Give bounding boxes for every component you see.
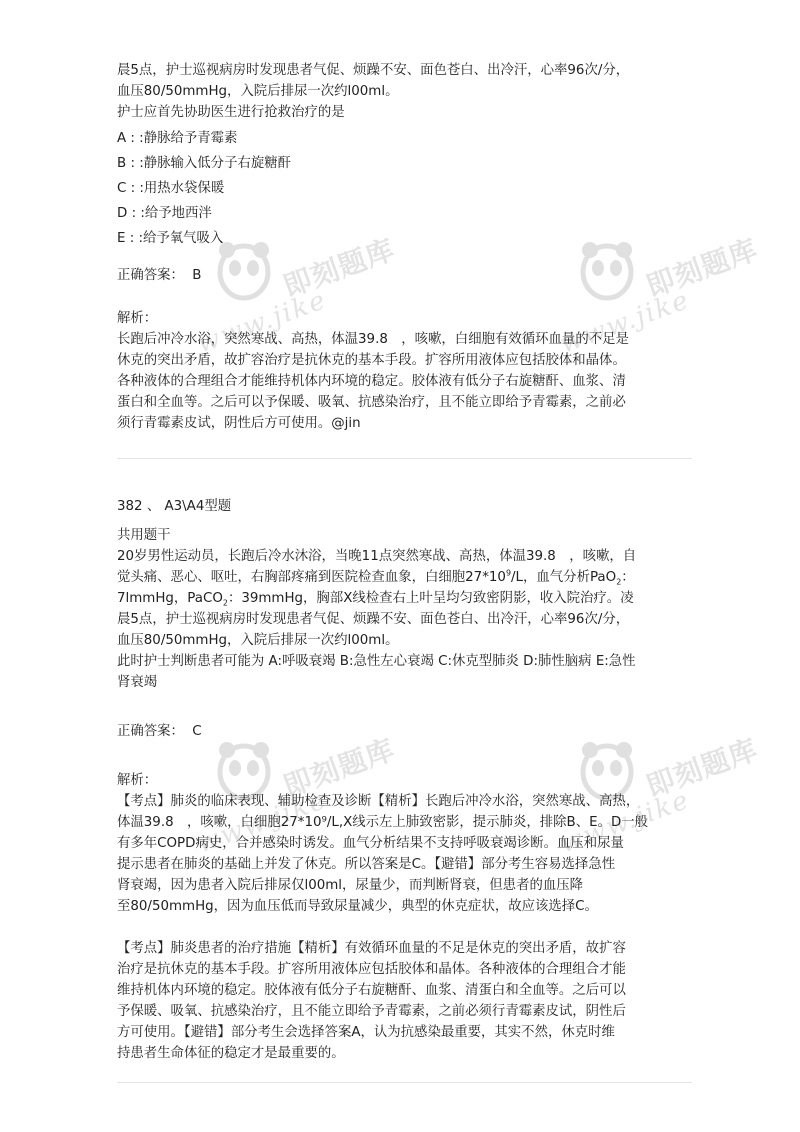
watermark-url: www.jike bbox=[556, 284, 694, 360]
q2-question: 肾衰竭 bbox=[117, 675, 158, 690]
q2-stem-line: 血压80/50mmHg，入院后排尿一次约l00ml。 bbox=[117, 633, 399, 648]
analysis-line: 方可使用。【避错】部分考生会选择答案A，认为抗感染最重要，其实不然，休克时维 bbox=[117, 1025, 615, 1040]
analysis-label: 解析： bbox=[117, 773, 158, 788]
analysis-line: 至80/50mmHg，因为血压低而导致尿量减少，典型的休克症状，故应该选择C。 bbox=[117, 899, 598, 914]
analysis-line: 【考点】肺炎患者的治疗措施【精析】有效循环血量的不足是休克的突出矛盾，故扩容 bbox=[117, 941, 626, 956]
watermark-brand: 即刻题库 bbox=[641, 732, 763, 804]
q2-stem-line bbox=[117, 567, 692, 588]
analysis-line: 休克的突出矛盾，故扩容治疗是抗休克的基本手段。扩容所用液体应包括胶体和晶体。 bbox=[117, 353, 626, 368]
stem-text: 觉头痛、恶心、呕吐，右胸部疼痛到医院检查血象，白细胞27*10 bbox=[117, 570, 506, 585]
analysis-line: 长跑后冲冷水浴，突然寒战、高热，体温39.8 ，咳嗽，白细胞有效循环血量的不足是 bbox=[117, 332, 629, 347]
answer-value: C bbox=[192, 724, 202, 739]
q1-stem-line: 血压80/50mmHg，入院后排尿一次约l00ml。 bbox=[117, 84, 399, 99]
analysis-line: 提示患者在肺炎的基础上并发了休克。所以答案是C。【避错】部分考生容易选择急性 bbox=[117, 857, 616, 872]
analysis-line: 治疗是抗休克的基本手段。扩容所用液体应包括胶体和晶体。各种液体的合理组合才能 bbox=[117, 962, 626, 977]
q2-question: 此时护士判断患者可能为 A:呼吸衰竭 B:急性左心衰竭 C:休克型肺炎 D:肺性脑病 E:急性 bbox=[117, 654, 636, 669]
q2-stem-line: 20岁男性运动员，长跑后冷水沐浴，当晚11点突然寒战、高热，体温39.8 ，咳嗽，自 bbox=[117, 549, 637, 564]
analysis-label: 解析： bbox=[117, 311, 158, 326]
watermark-brand: 即刻题库 bbox=[641, 232, 763, 304]
stem-text: 7lmmHg，PaCO bbox=[117, 591, 223, 606]
analysis-line: 蛋白和全血等。之后可以予保暖、吸氧、抗感染治疗，且不能立即给予青霉素，之前必 bbox=[117, 395, 626, 410]
question-382 bbox=[117, 496, 692, 1064]
option-a: A : :静脉给予青霉素 bbox=[117, 131, 238, 146]
analysis-line: 持患者生命体征的稳定才是最重要的。 bbox=[117, 1046, 345, 1061]
question-header: 382 、 A3\A4型题 bbox=[117, 499, 232, 514]
q1-answer-row bbox=[117, 265, 692, 286]
option-b: B : :静脉输入低分子右旋糖酐 bbox=[117, 156, 292, 171]
option-c: C : :用热水袋保暖 bbox=[117, 181, 225, 196]
stem-text: ：39mmHg，胸部X线检查右上叶呈均匀致密阴影，收入院治疗。凌 bbox=[227, 591, 634, 606]
q1-stem-line: 晨5点，护士巡视病房时发现患者气促、烦躁不安、面色苍白、出冷汗，心率96次/分， bbox=[117, 63, 630, 78]
analysis-line: 予保暖、吸氧、抗感染治疗，且不能立即给予青霉素，之前必须行青霉素皮试，阴性后 bbox=[117, 1004, 626, 1019]
q2-stem-line: 晨5点，护士巡视病房时发现患者气促、烦躁不安、面色苍白、出冷汗，心率96次/分， bbox=[117, 612, 630, 627]
analysis-line: 须行青霉素皮试，阴性后方可使用。@jin bbox=[117, 416, 361, 431]
analysis-line: 【考点】肺炎的临床表现、辅助检查及诊断【精析】长跑后冲冷水浴，突然寒战、高热， bbox=[117, 794, 640, 809]
q2-answer-row bbox=[117, 721, 692, 742]
analysis-line: 各种液体的合理组合才能维持机体内环境的稳定。胶体液有低分子右旋糖酐、血浆、清 bbox=[117, 374, 626, 389]
analysis-line: 肾衰竭，因为患者入院后排尿仅l00ml，尿量少，而判断肾衰，但患者的血压降 bbox=[117, 878, 584, 893]
analysis-line: 有多年COPD病史，合并感染时诱发。血气分析结果不支持呼吸衰竭诊断。血压和尿量 bbox=[117, 836, 624, 851]
q1-options bbox=[117, 126, 692, 251]
stem-text: ： bbox=[621, 570, 635, 585]
option-e: E : :给予氧气吸入 bbox=[117, 231, 224, 246]
watermark-url: www.jike bbox=[193, 284, 331, 360]
analysis-line: 维持机体内环境的稳定。胶体液有低分子右旋糖酐、血浆、清蛋白和全血等。之后可以 bbox=[117, 983, 626, 998]
option-d: D : :给予地西泮 bbox=[117, 206, 212, 221]
answer-label: 正确答案： bbox=[117, 724, 184, 739]
watermark-url: www.jike bbox=[556, 784, 694, 860]
question-1 bbox=[117, 60, 692, 434]
superscript: 9 bbox=[505, 568, 512, 578]
watermark-brand: 即刻题库 bbox=[278, 232, 400, 304]
q1-prompt: 护士应首先协助医生进行抢救治疗的是 bbox=[117, 105, 345, 120]
answer-label: 正确答案： bbox=[117, 268, 184, 283]
analysis-line: 体温39.8 ，咳嗽，白细胞27*10⁹/L,X线示左上肺致密影，提示肺炎，排除B、E。D一般 bbox=[117, 815, 649, 830]
divider bbox=[117, 1082, 692, 1083]
stem-text: /L，血气分析PaO bbox=[511, 570, 617, 585]
subscript: 2 bbox=[616, 577, 622, 587]
document-body bbox=[117, 60, 692, 1083]
watermark-url: www.jike bbox=[193, 784, 331, 860]
answer-value: B bbox=[192, 268, 202, 283]
q2-stem-line bbox=[117, 588, 692, 609]
subscript: 2 bbox=[222, 598, 228, 608]
shared-stem-label: 共用题干 bbox=[117, 528, 171, 543]
watermark-brand: 即刻题库 bbox=[278, 732, 400, 804]
